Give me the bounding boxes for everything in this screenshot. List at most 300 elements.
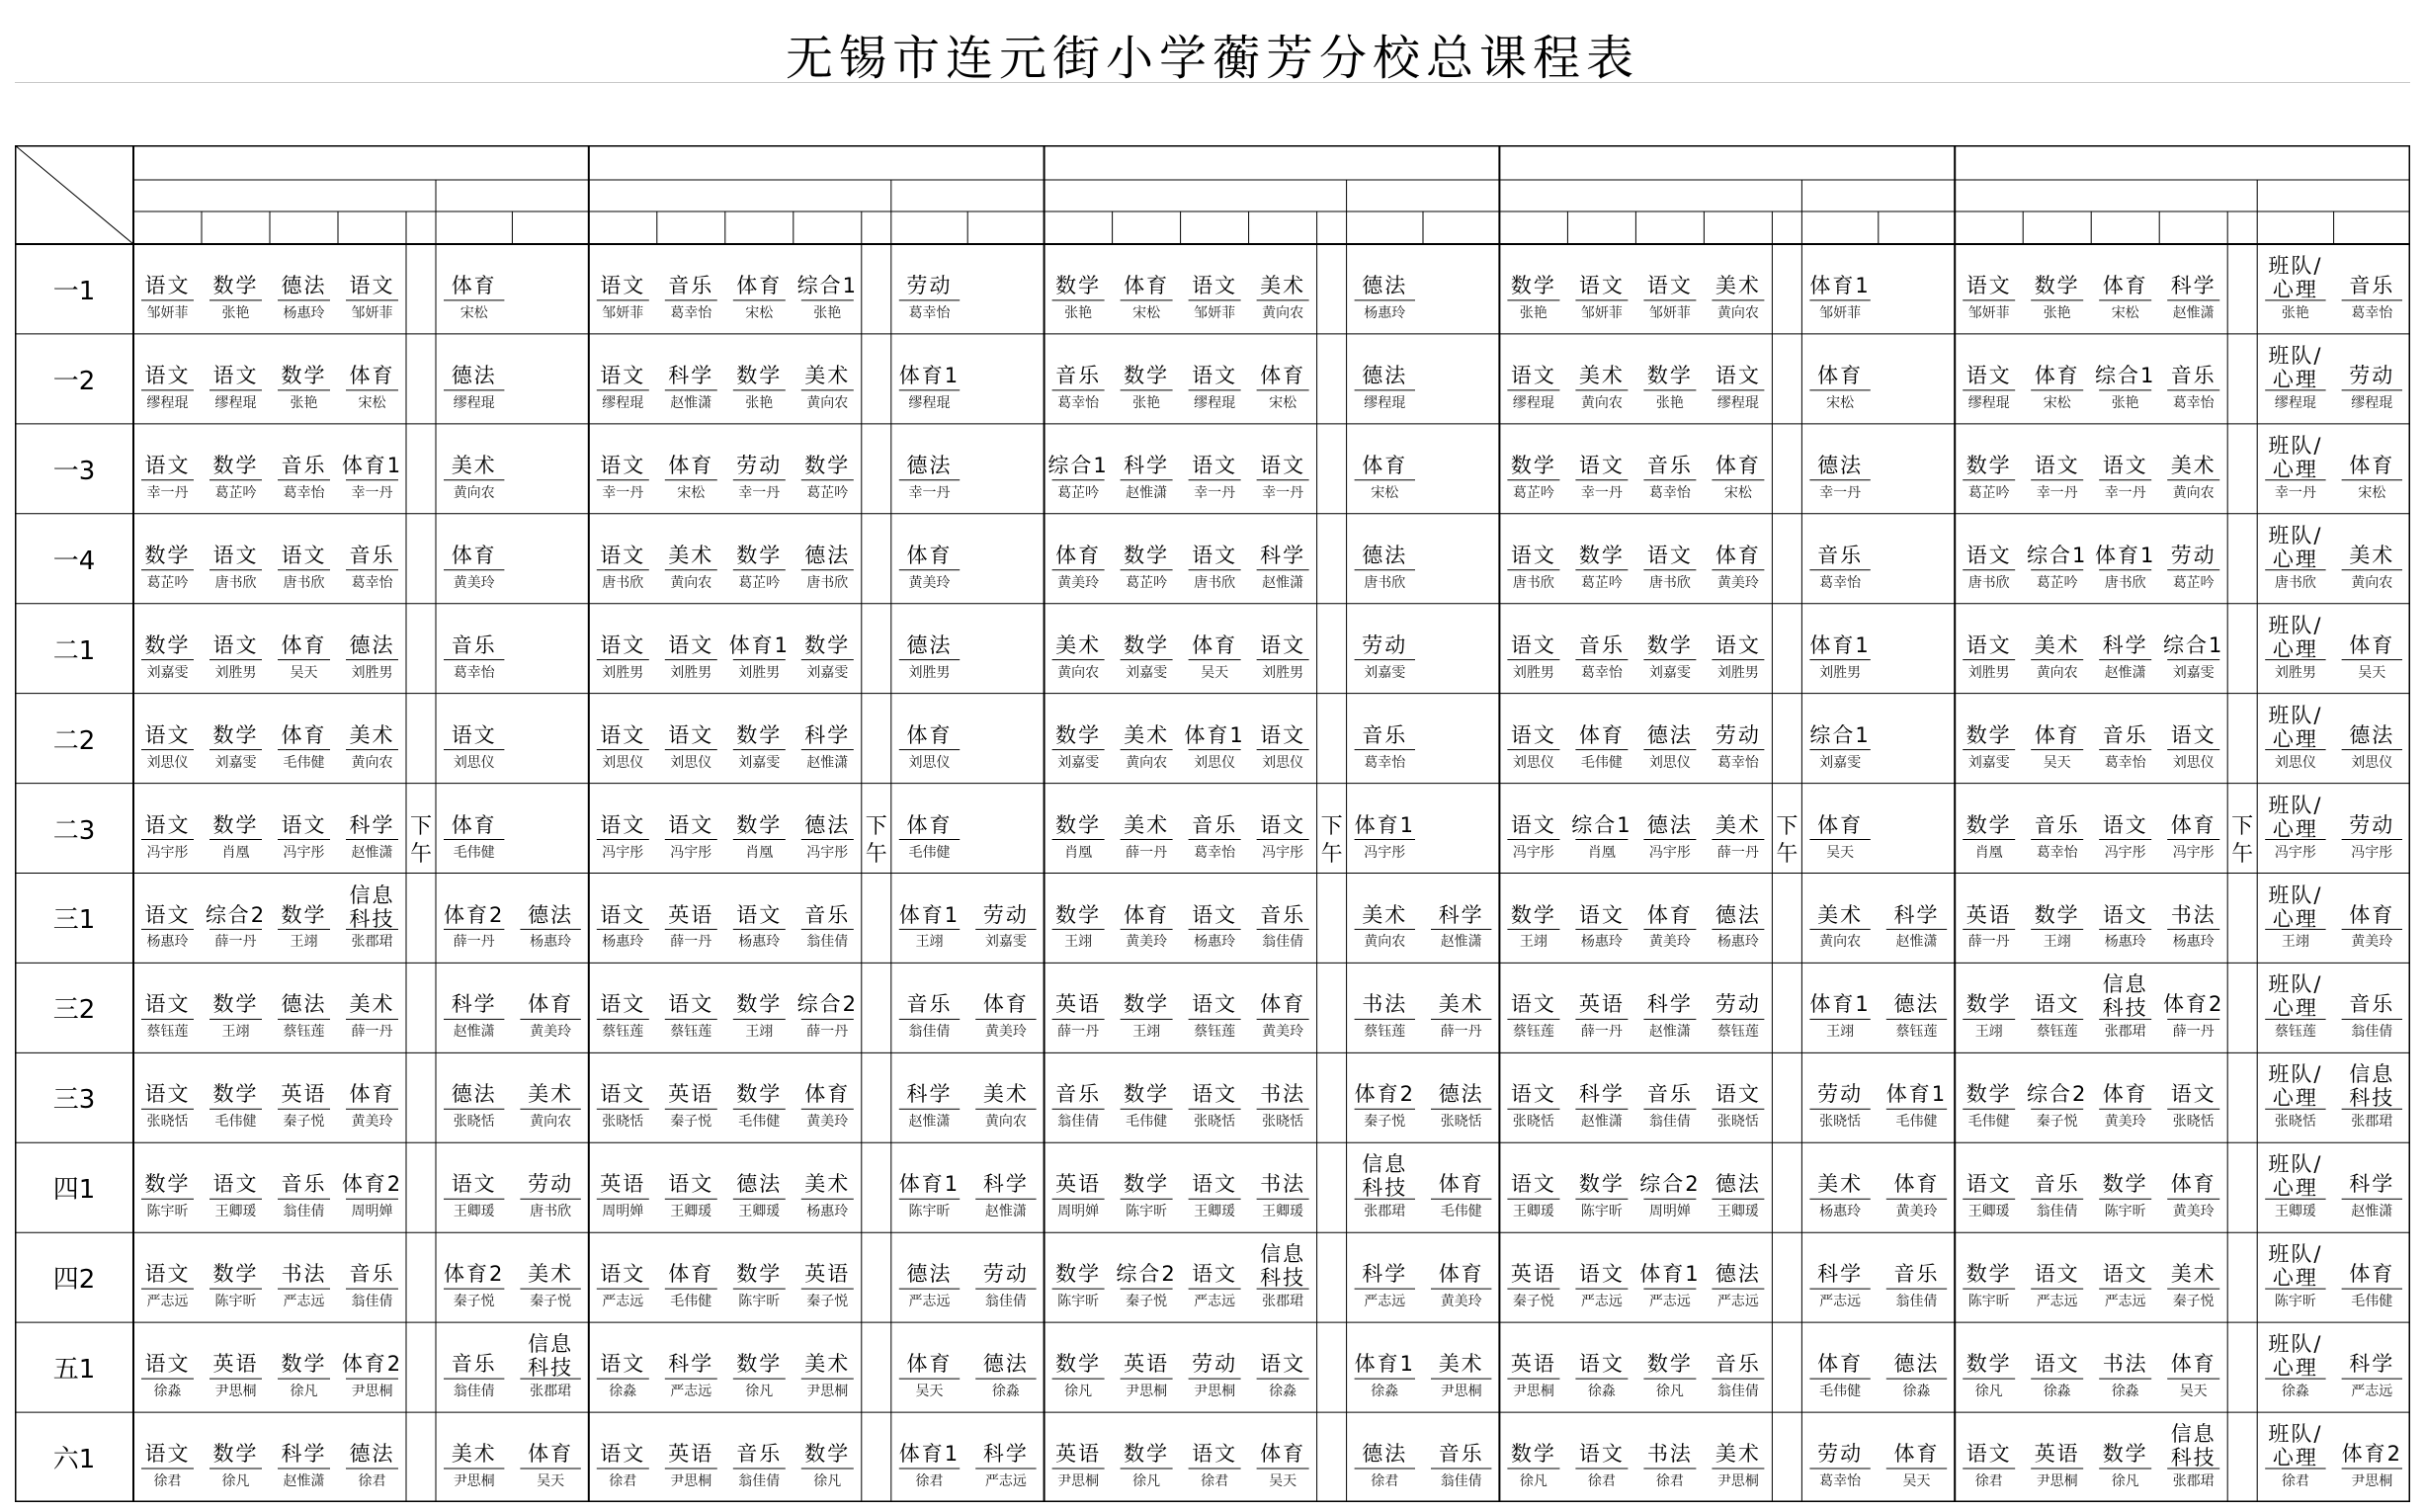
teacher-name: 尹思桐 — [2351, 1473, 2393, 1489]
subject-label: 劳动 — [982, 1262, 1029, 1287]
teacher-name: 刘嘉雯 — [1364, 664, 1406, 681]
teacher-name: 王卿瑗 — [1262, 1204, 1304, 1220]
teacher-name: 刘嘉雯 — [1057, 754, 1100, 771]
period-number — [436, 211, 512, 244]
teacher-name: 肖凰 — [221, 844, 250, 861]
subject-label: 语文 — [600, 1442, 646, 1467]
subject-label: 英语 — [668, 902, 714, 927]
subject-label: 美术 — [2170, 453, 2216, 477]
subject-label: 音乐 — [349, 543, 395, 567]
subject-label: 美术 — [1124, 722, 1170, 747]
subject-label: 数学 — [2102, 1442, 2148, 1467]
teacher-name: 缪程琨 — [2274, 394, 2316, 411]
subject-label: 体育 — [1260, 992, 1306, 1017]
subject-label: 数学 — [1124, 1172, 1170, 1197]
teacher-name: 黄向农 — [1364, 934, 1406, 951]
subject-label — [2257, 1242, 2333, 1290]
subject-label: 综合1 — [1047, 453, 1109, 477]
class-name: 一1 — [52, 276, 96, 306]
teacher-name: 唐书欣 — [806, 574, 849, 591]
teacher-name: 赵惟潇 — [2351, 1204, 2393, 1220]
teacher-name: 严志远 — [2351, 1384, 2393, 1400]
subject-label: 数学 — [1055, 274, 1102, 297]
subject-line: 信息 — [349, 882, 395, 907]
subject-label: 语文 — [144, 1352, 191, 1377]
teacher-name: 翁佳倩 — [1440, 1473, 1482, 1489]
subject-label: 语文 — [600, 1082, 646, 1107]
subject-label: 体育1 — [1639, 1262, 1701, 1287]
subject-label: 语文 — [600, 902, 646, 927]
teacher-name: 蔡钰莲 — [2036, 1024, 2078, 1041]
teacher-name: 幸一丹 — [738, 484, 781, 501]
teacher-name: 吴天 — [537, 1473, 565, 1489]
subject-label: 语文 — [2102, 1262, 2148, 1287]
subject-label: 美术 — [349, 722, 395, 747]
subject-label: 美术 — [1362, 902, 1408, 927]
subject-line: 心理 — [2272, 457, 2318, 481]
subject-label: 美术 — [528, 1082, 574, 1107]
subject-label: 音乐 — [668, 274, 714, 297]
subject-label: 综合1 — [2163, 632, 2224, 657]
subject-label: 美术 — [668, 543, 714, 567]
teacher-name: 刘思仪 — [2274, 754, 2316, 771]
teacher-name: 缪程琨 — [602, 394, 644, 411]
teacher-name: 徐凡 — [1655, 1384, 1684, 1400]
teacher-name: 薛一丹 — [1057, 1024, 1100, 1041]
teacher-name: 缪程琨 — [1716, 394, 1759, 411]
subject-label: 美术 — [1714, 1442, 1761, 1467]
subject-label: 劳动 — [528, 1172, 574, 1197]
subject-label: 音乐 — [1714, 1352, 1761, 1377]
subject-label: 数学 — [144, 632, 191, 657]
teacher-name: 黄美玲 — [1126, 934, 1168, 951]
subject-label: 语文 — [1510, 1082, 1556, 1107]
teacher-name: 蔡钰莲 — [1194, 1024, 1236, 1041]
subject-label — [2257, 794, 2333, 841]
subject-label: 德法 — [349, 1442, 395, 1467]
pm-header — [1347, 180, 1500, 211]
teacher-name: 严志远 — [908, 1294, 951, 1310]
teacher-name: 周明婵 — [1648, 1204, 1691, 1220]
teacher-name: 薛一丹 — [351, 1024, 393, 1041]
teacher-name: 赵惟潇 — [2172, 304, 2215, 321]
subject-line: 心理 — [2272, 367, 2318, 391]
subject-line: 班队/ — [2268, 882, 2323, 907]
subject-label: 数学 — [1124, 363, 1170, 387]
subject-label: 体育 — [451, 543, 497, 567]
teacher-name: 缪程琨 — [908, 394, 951, 411]
subject-label: 科学 — [281, 1442, 327, 1467]
day-header — [133, 145, 589, 180]
subject-label: 数学 — [1055, 1262, 1102, 1287]
afternoon-char: 午 — [1320, 841, 1343, 867]
subject-label: 语文 — [1510, 1172, 1556, 1197]
subject-label: 英语 — [1510, 1262, 1556, 1287]
corner-time-label — [69, 149, 128, 179]
teacher-name: 刘思仪 — [1512, 754, 1554, 771]
teacher-name: 秦子悦 — [1512, 1294, 1554, 1310]
subject-label: 语文 — [1192, 453, 1238, 477]
subject-label: 数学 — [1510, 902, 1556, 927]
subject-label: 体育 — [1438, 1262, 1484, 1287]
subject-label: 语文 — [2102, 902, 2148, 927]
teacher-name: 王卿瑗 — [1967, 1204, 2010, 1220]
subject-label: 语文 — [1965, 363, 2012, 387]
teacher-name: 邹妍菲 — [1580, 304, 1623, 321]
subject-label: 劳动 — [1714, 722, 1761, 747]
subject-label: 德法 — [982, 1352, 1029, 1377]
subject-label — [2257, 254, 2333, 301]
subject-label: 数学 — [1124, 992, 1170, 1017]
pm-header — [1801, 180, 1955, 211]
subject-label: 音乐 — [2034, 812, 2080, 837]
class-name: 一2 — [52, 366, 96, 396]
subject-label: 数学 — [804, 1442, 851, 1467]
subject-label: 数学 — [1510, 1442, 1556, 1467]
subject-label — [2257, 1152, 2333, 1200]
subject-label: 语文 — [144, 812, 191, 837]
subject-label: 体育 — [1893, 1442, 1940, 1467]
subject-label: 科学 — [1124, 453, 1170, 477]
teacher-name: 尹思桐 — [1194, 1384, 1236, 1400]
class-name: 二3 — [52, 815, 96, 846]
teacher-name: 宋松 — [745, 304, 774, 321]
subject-label: 科学 — [1362, 1262, 1408, 1287]
subject-label: 数学 — [281, 363, 327, 387]
subject-label: 德法 — [451, 1082, 497, 1107]
subject-label: 音乐 — [2349, 992, 2395, 1017]
subject-label: 语文 — [1578, 1352, 1625, 1377]
teacher-name: 幸一丹 — [2274, 484, 2316, 501]
subject-label: 语文 — [1965, 543, 2012, 567]
teacher-name: 张晓恬 — [1819, 1114, 1862, 1131]
subject-label: 音乐 — [1893, 1262, 1940, 1287]
teacher-name: 杨惠玲 — [2104, 934, 2146, 951]
subject-label: 数学 — [1578, 1172, 1625, 1197]
class-name: 六1 — [52, 1445, 96, 1475]
subject-label: 科学 — [982, 1442, 1029, 1467]
teacher-name: 薛一丹 — [1126, 844, 1168, 861]
subject-line: 信息 — [1260, 1242, 1306, 1267]
subject-label: 语文 — [144, 902, 191, 927]
teacher-name: 严志远 — [984, 1473, 1027, 1489]
subject-line: 科技 — [2102, 996, 2148, 1021]
subject-label: 德法 — [451, 363, 497, 387]
subject-label: 体育2 — [341, 1352, 403, 1377]
teacher-name: 黄向农 — [670, 574, 712, 591]
subject-label: 数学 — [1055, 812, 1102, 837]
teacher-name: 王翊 — [745, 1024, 774, 1041]
subject-label: 语文 — [1965, 632, 2012, 657]
subject-label: 语文 — [668, 632, 714, 657]
subject-label: 体育 — [982, 992, 1029, 1017]
subject-label: 语文 — [1578, 902, 1625, 927]
subject-label: 语文 — [1714, 632, 1761, 657]
subject-label: 数学 — [736, 363, 783, 387]
teacher-name: 徐君 — [1587, 1473, 1616, 1489]
subject-label: 语文 — [1192, 1082, 1238, 1107]
teacher-name: 张晓恬 — [2172, 1114, 2215, 1131]
teacher-name: 黄美玲 — [1895, 1204, 1938, 1220]
subject-label: 体育1 — [898, 1172, 961, 1197]
subject-line: 班队/ — [2268, 703, 2323, 727]
subject-label: 音乐 — [281, 453, 327, 477]
teacher-name: 缪程琨 — [453, 394, 495, 411]
subject-label: 语文 — [451, 1172, 497, 1197]
teacher-name: 杨惠玲 — [146, 934, 189, 951]
teacher-name: 王翊 — [1974, 1024, 2003, 1041]
day-header — [1955, 145, 2410, 180]
teacher-name: 幸一丹 — [351, 484, 393, 501]
teacher-name: 徐淼 — [1902, 1384, 1931, 1400]
subject-label: 美术 — [1438, 992, 1484, 1017]
subject-label: 综合2 — [205, 902, 267, 927]
subject-label — [338, 883, 406, 931]
subject-label: 体育1 — [898, 902, 961, 927]
teacher-name: 黄美玲 — [2351, 934, 2393, 951]
subject-label: 体育 — [1362, 453, 1408, 477]
teacher-name: 蔡钰莲 — [1895, 1024, 1938, 1041]
subject-label — [2257, 524, 2333, 571]
teacher-name: 幸一丹 — [602, 484, 644, 501]
teacher-name: 缪程琨 — [146, 394, 189, 411]
teacher-name: 尹思桐 — [1716, 1473, 1759, 1489]
teacher-name: 周明婵 — [1057, 1204, 1100, 1220]
teacher-name: 黄美玲 — [1262, 1024, 1304, 1041]
afternoon-char: 下 — [1776, 813, 1798, 839]
teacher-name: 葛幸怡 — [1364, 754, 1406, 771]
teacher-name: 杨惠玲 — [738, 934, 781, 951]
teacher-name: 王卿瑗 — [1716, 1204, 1759, 1220]
subject-label: 德法 — [528, 902, 574, 927]
subject-label: 综合1 — [796, 274, 858, 297]
subject-label — [2257, 344, 2333, 391]
teacher-name: 徐淼 — [609, 1384, 637, 1400]
subject-label: 体育 — [2349, 632, 2395, 657]
teacher-name: 黄向农 — [2172, 484, 2215, 501]
teacher-name: 黄美玲 — [351, 1114, 393, 1131]
subject-label — [2257, 614, 2333, 661]
teacher-name: 蔡钰莲 — [1512, 1024, 1554, 1041]
subject-label: 美术 — [804, 1352, 851, 1377]
subject-label: 语文 — [1260, 722, 1306, 747]
subject-label: 音乐 — [281, 1172, 327, 1197]
subject-label — [2257, 1062, 2333, 1110]
subject-label: 数学 — [1124, 543, 1170, 567]
teacher-name: 赵惟潇 — [1440, 934, 1482, 951]
subject-label: 书法 — [1260, 1082, 1306, 1107]
teacher-name: 翁佳倩 — [351, 1294, 393, 1310]
subject-label: 数学 — [736, 543, 783, 567]
teacher-name: 幸一丹 — [1819, 484, 1862, 501]
teacher-name: 葛芷吟 — [214, 484, 257, 501]
teacher-name: 邹妍菲 — [1819, 304, 1862, 321]
teacher-name: 王卿瑗 — [1512, 1204, 1554, 1220]
pm-header — [2257, 180, 2410, 211]
subject-label: 数学 — [804, 632, 851, 657]
subject-label: 体育 — [2170, 812, 2216, 837]
subject-label: 英语 — [281, 1082, 327, 1107]
teacher-name: 严志远 — [1364, 1294, 1406, 1310]
subject-label: 体育1 — [2095, 543, 2156, 567]
subject-label: 英语 — [668, 1082, 714, 1107]
corner-class-label — [17, 210, 86, 240]
teacher-name: 刘嘉雯 — [806, 664, 849, 681]
period-number — [270, 211, 338, 244]
teacher-name: 翁佳倩 — [806, 934, 849, 951]
teacher-name: 幸一丹 — [1262, 484, 1304, 501]
teacher-name: 赵惟潇 — [351, 844, 393, 861]
teacher-name: 刘嘉雯 — [214, 754, 257, 771]
class-name: 三1 — [52, 905, 96, 936]
subject-label: 劳动 — [906, 274, 953, 297]
teacher-name: 张艳 — [1132, 394, 1161, 411]
teacher-name: 唐书欣 — [283, 574, 325, 591]
subject-label: 语文 — [144, 992, 191, 1017]
afternoon-char: 午 — [1776, 841, 1798, 867]
subject-label — [512, 1332, 588, 1380]
subject-line: 心理 — [2272, 1176, 2318, 1201]
teacher-name: 葛幸怡 — [453, 664, 495, 681]
teacher-name: 葛幸怡 — [351, 574, 393, 591]
subject-label: 书法 — [1260, 1172, 1306, 1197]
subject-label: 音乐 — [2170, 363, 2216, 387]
teacher-name: 秦子悦 — [530, 1294, 572, 1310]
subject-label: 体育2 — [1354, 1082, 1415, 1107]
period-number — [1801, 211, 1878, 244]
teacher-name: 毛伟健 — [1440, 1204, 1482, 1220]
subject-label: 体育 — [906, 1352, 953, 1377]
subject-label: 语文 — [1578, 274, 1625, 297]
teacher-name: 幸一丹 — [908, 484, 951, 501]
subject-label — [2159, 1422, 2227, 1470]
subject-label: 体育 — [1646, 902, 1693, 927]
subject-label: 音乐 — [2349, 274, 2395, 297]
subject-label: 体育1 — [1809, 274, 1871, 297]
period-number — [657, 211, 725, 244]
teacher-name: 吴天 — [2179, 1384, 2208, 1400]
subject-label: 科学 — [2349, 1352, 2395, 1377]
subject-label: 美术 — [1817, 1172, 1864, 1197]
subject-label: 科学 — [982, 1172, 1029, 1197]
teacher-name: 张艳 — [813, 304, 842, 321]
teacher-name: 葛芷吟 — [1512, 484, 1554, 501]
subject-label: 体育1 — [898, 363, 961, 387]
subject-label: 数学 — [144, 1172, 191, 1197]
subject-label: 语文 — [144, 722, 191, 747]
subject-label: 音乐 — [804, 902, 851, 927]
teacher-name: 薛一丹 — [1580, 1024, 1623, 1041]
teacher-name: 张郡珺 — [351, 934, 393, 951]
teacher-name: 毛伟健 — [1967, 1114, 2010, 1131]
subject-label: 科学 — [668, 1352, 714, 1377]
subject-label: 德法 — [2349, 722, 2395, 747]
period-number — [725, 211, 794, 244]
subject-label: 劳动 — [1817, 1442, 1864, 1467]
subject-label: 体育1 — [1809, 632, 1871, 657]
subject-label: 数学 — [1965, 1082, 2012, 1107]
class-name: 一4 — [52, 546, 96, 576]
subject-line: 班队/ — [2268, 343, 2323, 368]
afternoon-char: 午 — [2231, 841, 2254, 867]
teacher-name: 尹思桐 — [351, 1384, 393, 1400]
teacher-name: 严志远 — [602, 1294, 644, 1310]
subject-label: 劳动 — [982, 902, 1029, 927]
afternoon-char: 下 — [2231, 813, 2254, 839]
subject-label: 语文 — [736, 902, 783, 927]
teacher-name: 薛一丹 — [2172, 1024, 2215, 1041]
teacher-name: 徐淼 — [1269, 1384, 1297, 1400]
afternoon-vertical-label — [1317, 813, 1347, 873]
subject-label: 英语 — [1055, 992, 1102, 1017]
subject-label: 德法 — [281, 274, 327, 297]
subject-label: 科学 — [451, 992, 497, 1017]
subject-label: 语文 — [1510, 543, 1556, 567]
teacher-name: 黄向农 — [984, 1114, 1027, 1131]
teacher-name: 宋松 — [358, 394, 386, 411]
teacher-name: 陈宇昕 — [1967, 1294, 2010, 1310]
subject-label: 数学 — [1646, 363, 1693, 387]
subject-label: 体育 — [2170, 1172, 2216, 1197]
teacher-name: 陈宇昕 — [908, 1204, 951, 1220]
teacher-name: 冯宇彤 — [2274, 844, 2316, 861]
subject-label: 综合1 — [2095, 363, 2156, 387]
teacher-name: 尹思桐 — [1057, 1473, 1100, 1489]
subject-label: 体育 — [1260, 363, 1306, 387]
subject-label: 语文 — [668, 812, 714, 837]
teacher-name: 葛幸怡 — [908, 304, 951, 321]
subject-label: 劳动 — [1192, 1352, 1238, 1377]
teacher-name: 翁佳倩 — [908, 1024, 951, 1041]
teacher-name: 黄美玲 — [530, 1024, 572, 1041]
period-number — [891, 211, 967, 244]
subject-label: 音乐 — [1578, 632, 1625, 657]
subject-label: 书法 — [2102, 1352, 2148, 1377]
teacher-name: 冯宇彤 — [1364, 844, 1406, 861]
teacher-name: 宋松 — [2111, 304, 2139, 321]
subject-label: 语文 — [1510, 992, 1556, 1017]
subject-line: 班队/ — [2268, 1242, 2323, 1267]
teacher-name: 葛幸怡 — [2351, 304, 2393, 321]
subject-label: 数学 — [2102, 1172, 2148, 1197]
subject-label: 音乐 — [2102, 722, 2148, 747]
teacher-name: 宋松 — [1371, 484, 1399, 501]
teacher-name: 黄向农 — [351, 754, 393, 771]
subject-label: 体育 — [1055, 543, 1102, 567]
teacher-name: 翁佳倩 — [2351, 1024, 2393, 1041]
subject-label: 体育 — [2349, 902, 2395, 927]
teacher-name: 刘嘉雯 — [146, 664, 189, 681]
subject-label: 科学 — [1578, 1082, 1625, 1107]
subject-label: 美术 — [2034, 632, 2080, 657]
subject-label: 科学 — [1817, 1262, 1864, 1287]
teacher-name: 王翊 — [915, 934, 944, 951]
teacher-name: 蔡钰莲 — [1364, 1024, 1406, 1041]
teacher-name: 冯宇彤 — [146, 844, 189, 861]
teacher-name: 刘嘉雯 — [2172, 664, 2215, 681]
subject-label: 语文 — [1260, 453, 1306, 477]
subject-label: 音乐 — [1260, 902, 1306, 927]
subject-label: 体育1 — [1184, 722, 1245, 747]
subject-line: 科技 — [2349, 1086, 2395, 1111]
subject-label: 语文 — [668, 992, 714, 1017]
teacher-name: 刘思仪 — [908, 754, 951, 771]
teacher-name: 翁佳倩 — [453, 1384, 495, 1400]
teacher-name: 肖凰 — [1064, 844, 1093, 861]
subject-label: 体育 — [1714, 543, 1761, 567]
subject-label: 体育 — [1124, 274, 1170, 297]
teacher-name: 徐凡 — [1064, 1384, 1093, 1400]
